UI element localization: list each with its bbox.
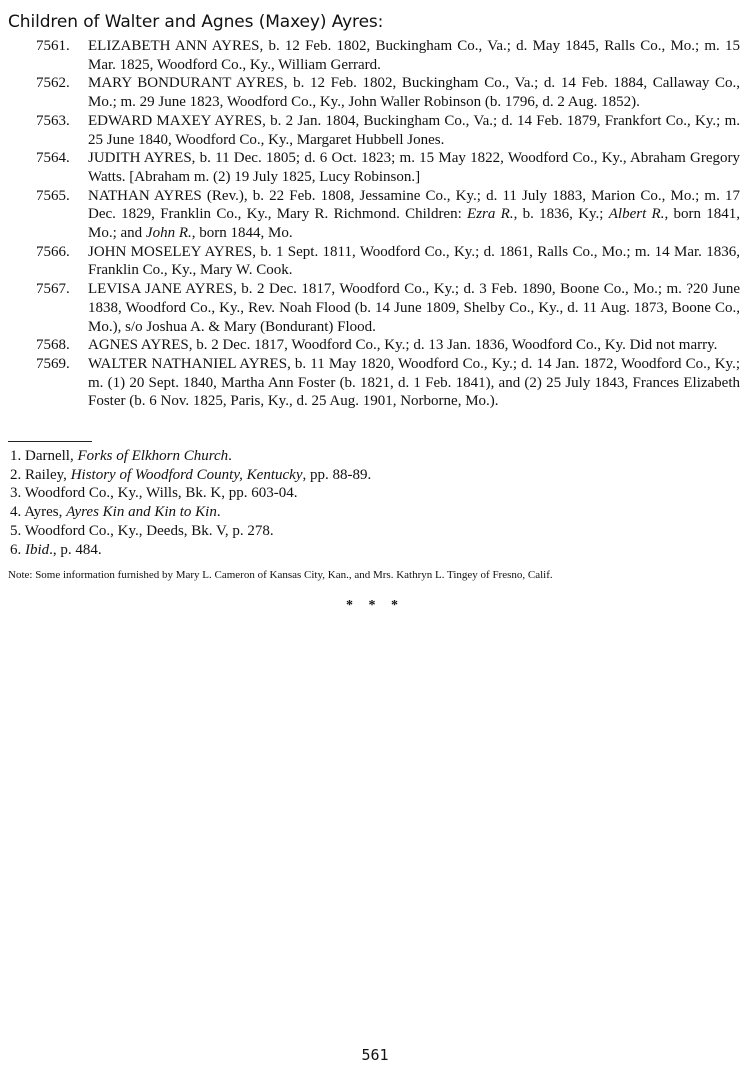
footnote-text: , pp. 88-89. [302, 466, 372, 483]
footnote-text: . [216, 504, 221, 521]
page-number: 561 [361, 1046, 389, 1064]
entry-number: 7565. [36, 187, 70, 204]
entry-number: 7561. [36, 38, 70, 54]
footnote [10, 447, 371, 466]
footnote-text: ., p. 484. [49, 541, 102, 558]
footnote-text: . [228, 448, 232, 464]
entry-7566 [36, 243, 740, 280]
footnote [10, 484, 371, 503]
footnote-text: Darnell, [25, 448, 78, 464]
entry-number: 7569. [36, 355, 70, 372]
footnote-title: Ibid [25, 541, 50, 558]
entry-number: 7567. [36, 281, 70, 298]
entry-7563 [36, 112, 740, 149]
entry-7567 [36, 280, 740, 336]
entry-text: JOHN MOSELEY AYRES, b. 1 Sept. 1811, Woodford Co., Ky.; d. 1861, Ralls Co., Mo.; m. 14 Mar. 1836, Franklin Co., Ky., Mary W. Cook. [88, 243, 740, 279]
entry-text: EDWARD MAXEY AYRES, b. 2 Jan. 1804, Buckingham Co., Va.; d. 14 Feb. 1879, Frankfort Co., Ky.; m. 25 June 1840, Woodford Co., Ky., Margaret Hubbell Jones. [88, 112, 740, 148]
entry-list [36, 37, 740, 411]
entry-7569 [36, 355, 740, 411]
footnote [10, 503, 371, 522]
footnote-number: 4. [10, 504, 22, 521]
section-separator: * * * [346, 598, 404, 613]
footnote-divider [8, 441, 92, 442]
entry-text-part: , born 1841, Mo.; and [88, 206, 741, 242]
entry-7568 [36, 336, 740, 355]
footnote-number: 5. [10, 522, 22, 539]
footnote-number: 2. [10, 466, 22, 483]
entry-7562 [36, 74, 740, 111]
footnote [10, 541, 371, 560]
entry-7561 [36, 37, 740, 74]
footnote-number: 1. [10, 448, 22, 464]
entry-text: WALTER NATHANIEL AYRES, b. 11 May 1820, Woodford Co., Ky.; d. 14 Jan. 1872, Woodford Co., Ky.; m. (1) 20 Sept. 1840, Martha Ann Foster (b. 1821, d. 1 Feb. 1841), and (2) 25 July 1843, Frances Elizabeth Foster (b. 6 Nov. 1825, Paris, Ky., d. 25 Aug. 1901, Norborne, Mo.). [88, 355, 740, 410]
entry-number: 7562. [36, 75, 70, 92]
child-name: John R. [145, 225, 192, 242]
entry-text: LEVISA JANE AYRES, b. 2 Dec. 1817, Woodford Co., Ky.; d. 3 Feb. 1890, Boone Co., Mo.; m. ?20 June 1838, Woodford Co., Ky., Rev. Noah Flood (b. 14 June 1809, Shelby Co., Ky., d. 11 Aug. 1873, Boone Co., Mo.), s/o Joshua A. & Mary (Bondurant) Flood. [88, 281, 740, 335]
entry-number: 7564. [36, 150, 70, 167]
source-note: Note: Some information furnished by Mary L. Cameron of Kansas City, Kan., and Mrs. Kathryn L. Tingey of Fresno, Calif. [8, 569, 553, 581]
entry-text [88, 187, 740, 243]
footnote [10, 522, 371, 541]
footnote-text: Woodford Co., Ky., Deeds, Bk. V, p. 278. [24, 522, 274, 539]
entry-number: 7563. [36, 112, 70, 129]
entry-text: MARY BONDURANT AYRES, b. 12 Feb. 1802, Buckingham Co., Va.; d. 14 Feb. 1884, Callaway Co., Mo.; m. 29 June 1823, Woodford Co., Ky., John Waller Robinson (b. 1796, d. 2 Aug. 1852). [88, 75, 740, 111]
page-heading: Children of Walter and Agnes (Maxey) Ayres: [8, 12, 384, 32]
entry-7564 [36, 149, 740, 186]
entry-text-part: , born 1844, Mo. [191, 225, 293, 242]
entry-text: AGNES AYRES, b. 2 Dec. 1817, Woodford Co., Ky.; d. 13 Jan. 1836, Woodford Co., Ky. Did not marry. [88, 337, 718, 354]
footnote-title: History of Woodford County, Kentucky [70, 466, 303, 483]
footnote [10, 466, 371, 485]
footnote-text: Woodford Co., Ky., Wills, Bk. K, pp. 603-04. [24, 485, 298, 502]
child-name: Albert R. [608, 206, 665, 223]
footnote-list [10, 447, 371, 559]
entry-7565 [36, 187, 740, 243]
footnote-text: Railey, [25, 466, 71, 483]
entry-number: 7568. [36, 337, 70, 354]
entry-number: 7566. [36, 243, 70, 260]
footnote-title: Ayres Kin and Kin to Kin [66, 504, 217, 521]
footnote-number: 6. [10, 541, 22, 558]
footnote-text: Ayres, [24, 504, 67, 521]
entry-text-part: , b. 1836, Ky.; [513, 206, 609, 223]
entry-text: JUDITH AYRES, b. 11 Dec. 1805; d. 6 Oct. 1823; m. 15 May 1822, Woodford Co., Ky., Abraham Gregory Watts. [Abraham m. (2) 19 July 1825, Lucy Robinson.] [88, 150, 740, 185]
entry-text: ELIZABETH ANN AYRES, b. 12 Feb. 1802, Buckingham Co., Va.; d. May 1845, Ralls Co., Mo.; m. 15 Mar. 1825, Woodford Co., Ky., William Gerrard. [88, 38, 740, 73]
child-name: Ezra R. [467, 206, 514, 223]
entry-text-part: NATHAN AYRES (Rev.), b. 22 Feb. 1808, Jessamine Co., Ky.; d. 11 July 1883, Marion Co., Mo.; m. 17 Dec. 1829, Franklin Co., Ky., Mary R. Richmond. Children: [88, 187, 740, 223]
footnote-number: 3. [10, 485, 22, 502]
footnote-title: Forks of Elkhorn Church [77, 448, 229, 464]
